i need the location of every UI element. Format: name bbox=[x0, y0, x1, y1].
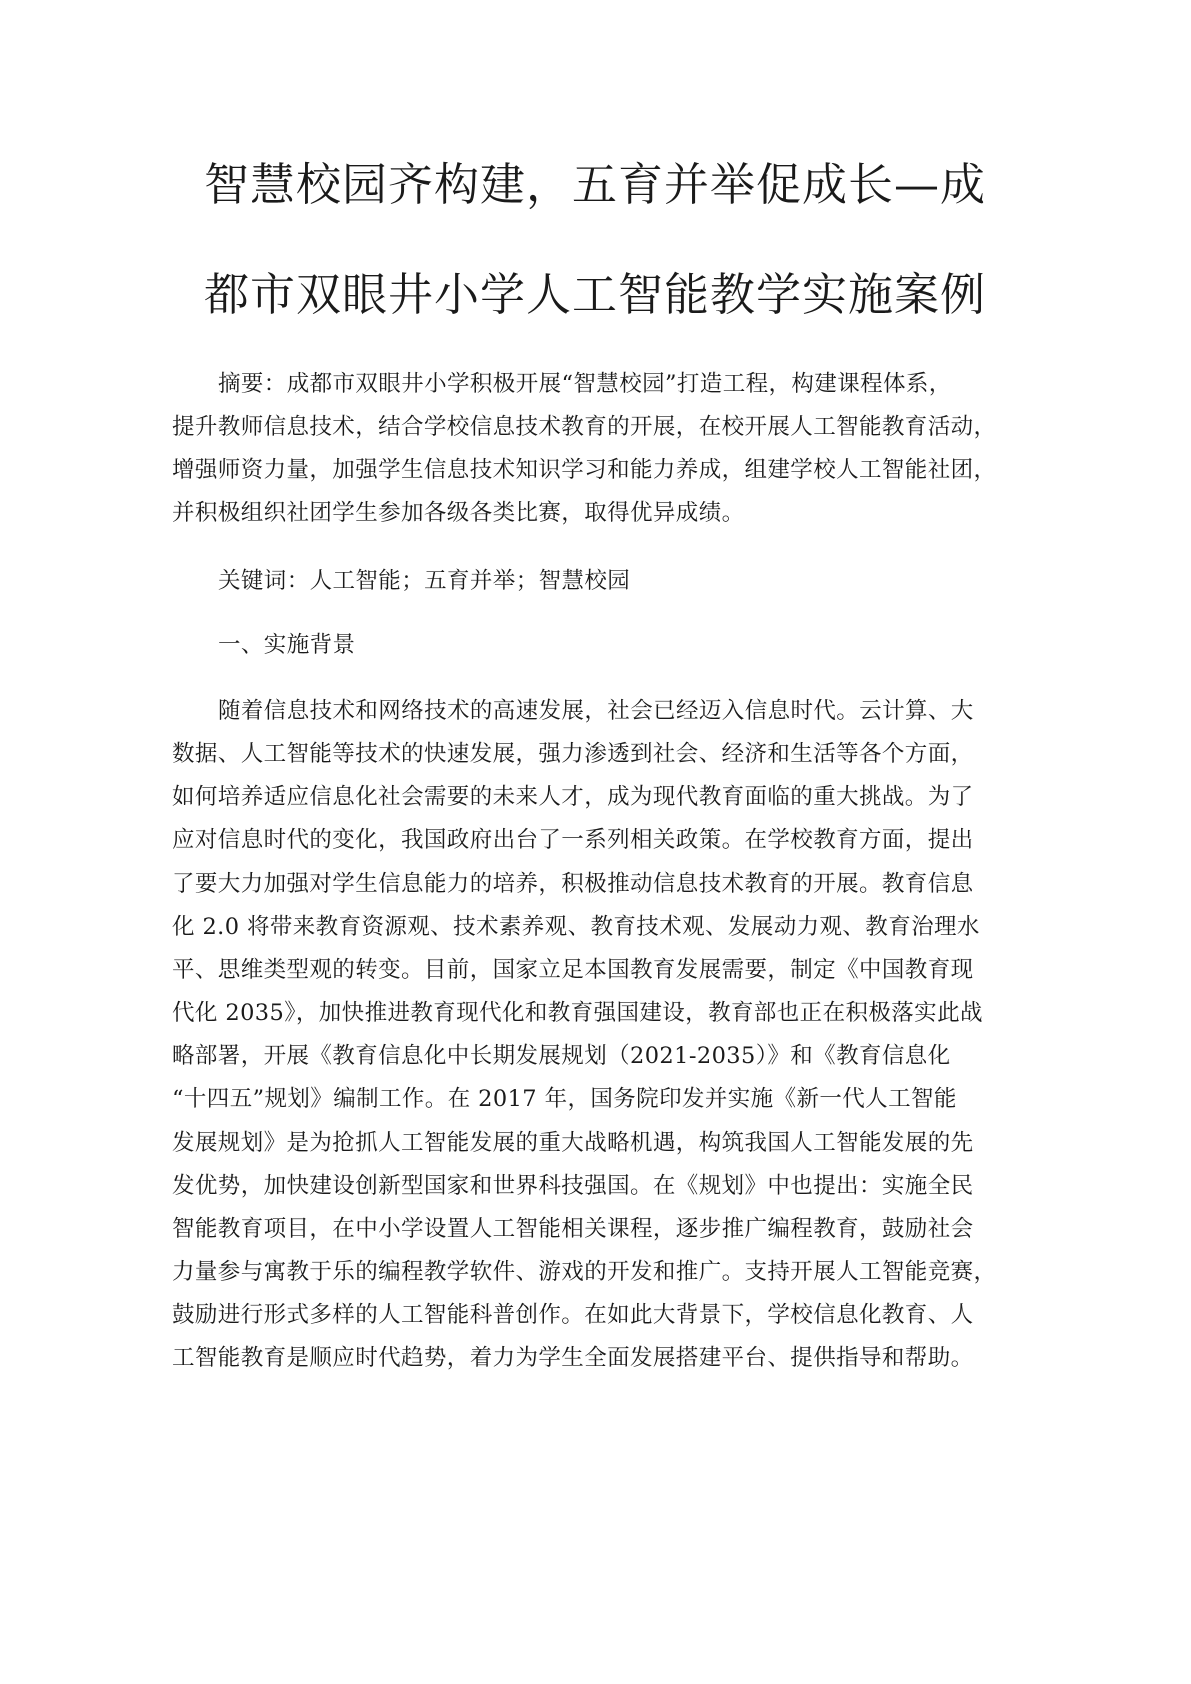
document-title bbox=[130, 130, 1060, 350]
body-line-8: 代化 2035》，加快推进教育现代化和教育强国建设，教育部也正在积极落实此战 bbox=[172, 1000, 983, 1026]
body-line-16: 工智能教育是顺应时代趋势，着力为学生全面发展搭建平台、提供指导和帮助。 bbox=[172, 1345, 974, 1371]
title-line-2: 都市双眼井小学人工智能教学实施案例 bbox=[203, 268, 986, 321]
title-line-1: 智慧校园齐构建，五育并举促成长—成 bbox=[203, 158, 986, 211]
keywords: 关键词：人工智能；五育并举；智慧校园 bbox=[218, 568, 631, 594]
body-line-2: 数据、人工智能等技术的快速发展，强力渗透到社会、经济和生活等各个方面， bbox=[172, 741, 974, 767]
body-line-3: 如何培养适应信息化社会需要的未来人才，成为现代教育面临的重大挑战。为了 bbox=[172, 784, 974, 810]
body-line-15: 鼓励进行形式多样的人工智能科普创作。在如此大背景下，学校信息化教育、人 bbox=[172, 1302, 974, 1328]
body-line-5: 了要大力加强对学生信息能力的培养，积极推动信息技术教育的开展。教育信息 bbox=[172, 871, 974, 897]
abstract-line-2: 提升教师信息技术，结合学校信息技术教育的开展，在校开展人工智能教育活动， bbox=[172, 414, 997, 440]
section-heading: 一、实施背景 bbox=[218, 632, 356, 658]
body-line-9: 略部署，开展《教育信息化中长期发展规划（2021-2035）》和《教育信息化 bbox=[172, 1043, 951, 1069]
body-line-7: 平、思维类型观的转变。目前，国家立足本国教育发展需要，制定《中国教育现 bbox=[172, 957, 974, 983]
body-line-10: “十四五”规划》编制工作。在 2017 年，国务院印发并实施《新一代人工智能 bbox=[172, 1086, 957, 1112]
body-line-4: 应对信息时代的变化，我国政府出台了一系列相关政策。在学校教育方面，提出 bbox=[172, 827, 974, 853]
body-line-6: 化 2.0 将带来教育资源观、技术素养观、教育技术观、发展动力观、教育治理水 bbox=[172, 914, 980, 940]
body-line-1: 随着信息技术和网络技术的高速发展，社会已经迈入信息时代。云计算、大 bbox=[218, 698, 974, 724]
body-line-12: 发优势，加快建设创新型国家和世界科技强国。在《规划》中也提出：实施全民 bbox=[172, 1173, 974, 1199]
abstract-line-1: 摘要：成都市双眼井小学积极开展“智慧校园”打造工程，构建课程体系， bbox=[218, 371, 952, 397]
abstract-line-4: 并积极组织社团学生参加各级各类比赛，取得优异成绩。 bbox=[172, 500, 745, 526]
body-line-11: 发展规划》是为抢抓人工智能发展的重大战略机遇，构筑我国人工智能发展的先 bbox=[172, 1130, 974, 1156]
abstract-line-3: 增强师资力量，加强学生信息技术知识学习和能力养成，组建学校人工智能社团， bbox=[172, 457, 997, 483]
body-line-14: 力量参与寓教于乐的编程教学软件、游戏的开发和推广。支持开展人工智能竞赛， bbox=[172, 1259, 997, 1285]
body-line-13: 智能教育项目，在中小学设置人工智能相关课程，逐步推广编程教育，鼓励社会 bbox=[172, 1216, 974, 1242]
